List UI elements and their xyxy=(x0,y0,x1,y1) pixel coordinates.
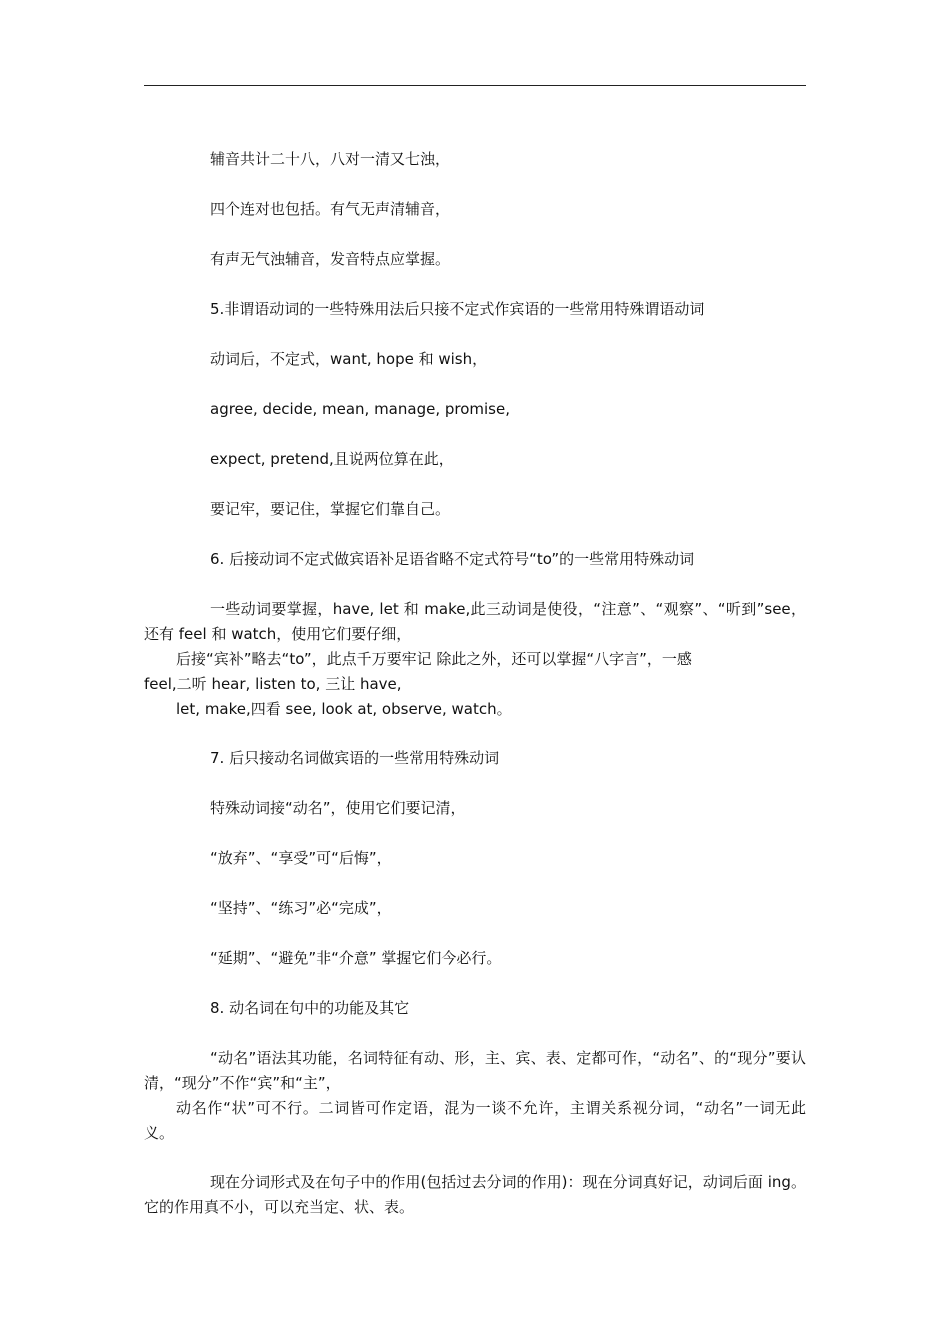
text-line: 辅音共计二十八，八对一清又七浊， xyxy=(210,150,451,168)
paragraph: 一些动词要掌握，have, let 和 make,此三动词是使役，“注意”、“观察”、“听到”see，还有 feel 和 watch，使用它们要仔细， xyxy=(144,600,806,643)
section-heading-7: 7. 后只接动名词做宾语的一些常用特殊动词 xyxy=(210,749,500,767)
section-heading-5: 5.非谓语动词的一些特殊用法后只接不定式作宾语的一些常用特殊谓语动词 xyxy=(210,300,705,318)
text-line: 动词后，不定式，want, hope 和 wish， xyxy=(210,350,488,368)
text-line: 四个连对也包括。有气无声清辅音， xyxy=(210,200,451,218)
text-line: 有声无气浊辅音，发音特点应掌握。 xyxy=(210,250,451,268)
text-line: “延期”、“避免”非“介意” 掌握它们今必行。 xyxy=(210,949,502,967)
text-line: 要记牢，要记住，掌握它们靠自己。 xyxy=(210,500,451,518)
section-heading-6: 6. 后接动词不定式做宾语补足语省略不定式符号“to”的一些常用特殊动词 xyxy=(210,550,695,568)
paragraph: “动名”语法其功能，名词特征有动、形，主、宾、表、定都可作，“动名”、的“现分”要认清，“现分”不作“宾”和“主”， xyxy=(144,1049,806,1092)
text-line: feel,二听 hear, listen to, 三让 have, xyxy=(144,675,402,693)
text-line: let, make,四看 see, look at, observe, watch。 xyxy=(176,700,512,718)
text-line: agree, decide, mean, manage, promise, xyxy=(210,400,510,418)
paragraph: 动名作“状”可不行。二词皆可作定语，混为一谈不允许，主谓关系视分词，“动名”一词无此义。 xyxy=(144,1099,806,1142)
text-line: expect, pretend,且说两位算在此， xyxy=(210,450,454,468)
text-line: “坚持”、“练习”必“完成”， xyxy=(210,899,392,917)
paragraph: 现在分词形式及在句子中的作用(包括过去分词的作用)：现在分词真好记，动词后面 ing。它的作用真不小，可以充当定、状、表。 xyxy=(144,1173,806,1216)
text-line: 特殊动词接“动名”，使用它们要记清， xyxy=(210,799,466,817)
section-heading-8: 8. 动名词在句中的功能及其它 xyxy=(210,999,410,1017)
header-rule xyxy=(144,85,806,86)
text-line: 后接“宾补”略去“to”，此点千万要牢记 除此之外，还可以掌握“八字言”，一感 xyxy=(176,650,692,668)
text-line: “放弃”、“享受”可“后悔”， xyxy=(210,849,392,867)
